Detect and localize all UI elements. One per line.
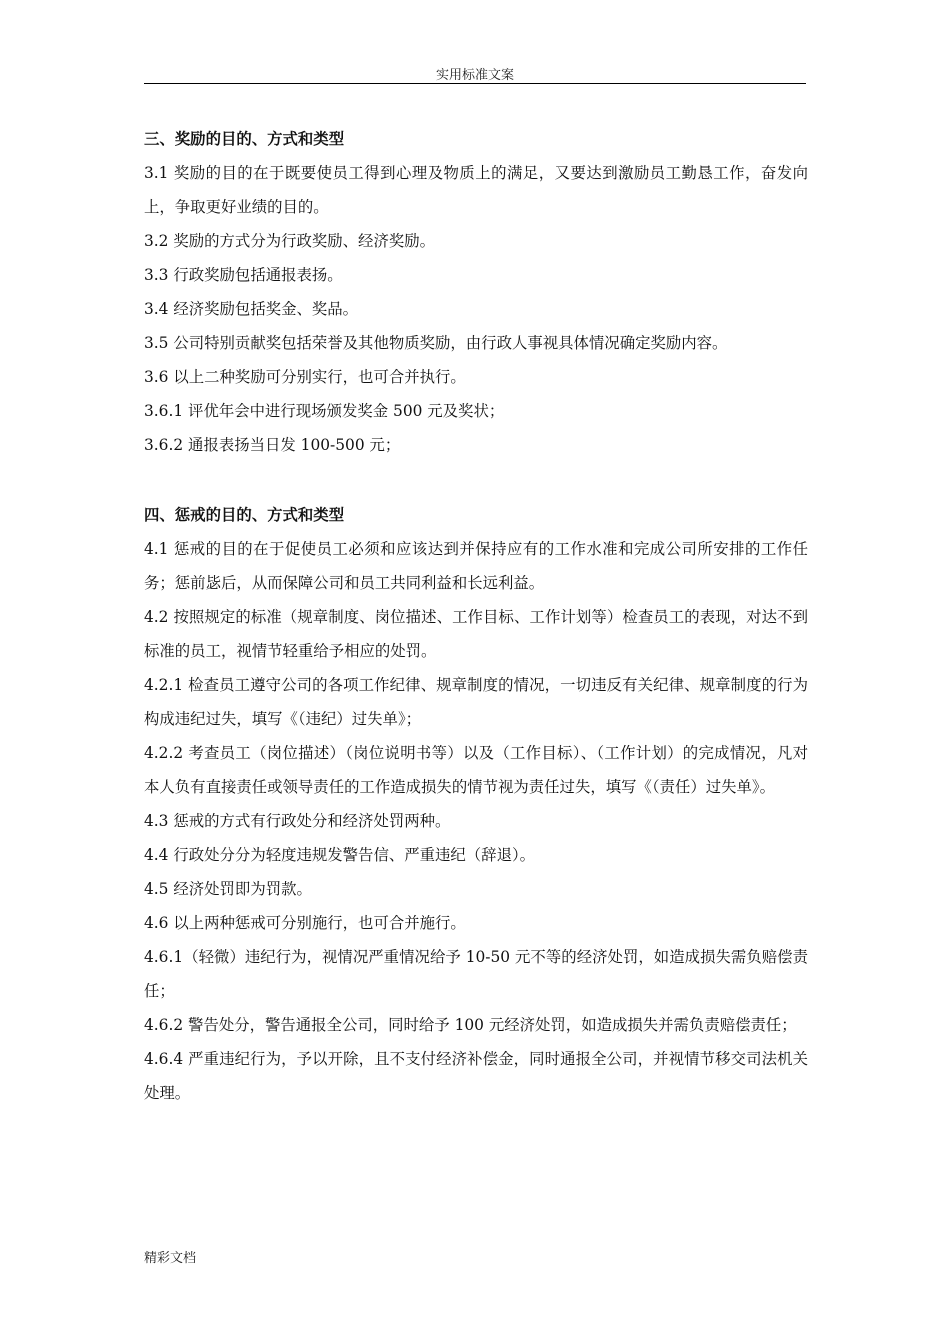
paragraph: 3.2 奖励的方式分为行政奖励、经济奖励。 [144, 232, 436, 250]
section-heading-discipline: 四、惩戒的目的、方式和类型 [144, 506, 345, 524]
document-body [144, 122, 808, 1110]
section-spacer [144, 462, 808, 498]
page-header: 实用标准文案 [435, 68, 514, 83]
paragraph: 4.6.4 严重违纪行为，予以开除，且不支付经济补偿金，同时通报全公司，并视情节移交司法机关处理。 [144, 1050, 808, 1102]
page-footer: 精彩文档 [144, 1251, 197, 1266]
paragraph: 3.6.1 评优年会中进行现场颁发奖金 500 元及奖状； [144, 402, 505, 420]
paragraph: 4.2 按照规定的标准（规章制度、岗位描述、工作目标、工作计划等）检查员工的表现，对达不到标准的员工，视情节轻重给予相应的处罚。 [144, 608, 808, 660]
paragraph: 3.1 奖励的目的在于既要使员工得到心理及物质上的满足，又要达到激励员工勤恳工作，奋发向上，争取更好业绩的目的。 [144, 164, 808, 216]
paragraph: 4.6.2 警告处分，警告通报全公司，同时给予 100 元经济处罚，如造成损失并需负责赔偿责任； [144, 1016, 797, 1034]
paragraph: 4.2.2 考查员工（岗位描述）（岗位说明书等）以及（工作目标）、（工作计划）的完成情况，凡对本人负有直接责任或领导责任的工作造成损失的情节视为责任过失，填写《（责任）过失单》。 [144, 744, 808, 796]
paragraph: 4.1 惩戒的目的在于促使员工必须和应该达到并保持应有的工作水准和完成公司所安排的工作任务；惩前毖后，从而保障公司和员工共同利益和长远利益。 [144, 540, 808, 592]
paragraph: 3.5 公司特别贡献奖包括荣誉及其他物质奖励，由行政人事视具体情况确定奖励内容。 [144, 334, 728, 352]
header-divider [144, 83, 806, 84]
paragraph: 3.6 以上二种奖励可分别实行，也可合并执行。 [144, 368, 466, 386]
paragraph: 3.4 经济奖励包括奖金、奖品。 [144, 300, 359, 318]
paragraph: 4.3 惩戒的方式有行政处分和经济处罚两种。 [144, 812, 451, 830]
paragraph: 4.6 以上两种惩戒可分别施行，也可合并施行。 [144, 914, 466, 932]
paragraph: 3.3 行政奖励包括通报表扬。 [144, 266, 343, 284]
paragraph: 3.6.2 通报表扬当日发 100-500 元； [144, 436, 401, 454]
section-heading-rewards: 三、奖励的目的、方式和类型 [144, 130, 345, 148]
paragraph: 4.6.1（轻微）违纪行为，视情况严重情况给予 10-50 元不等的经济处罚，如造成损失需负赔偿责任； [144, 948, 808, 1000]
paragraph: 4.2.1 检查员工遵守公司的各项工作纪律、规章制度的情况，一切违反有关纪律、规章制度的行为构成违纪过失，填写《（违纪）过失单》； [144, 676, 808, 728]
paragraph: 4.5 经济处罚即为罚款。 [144, 880, 312, 898]
paragraph: 4.4 行政处分分为轻度违规发警告信、严重违纪（辞退）。 [144, 846, 536, 864]
